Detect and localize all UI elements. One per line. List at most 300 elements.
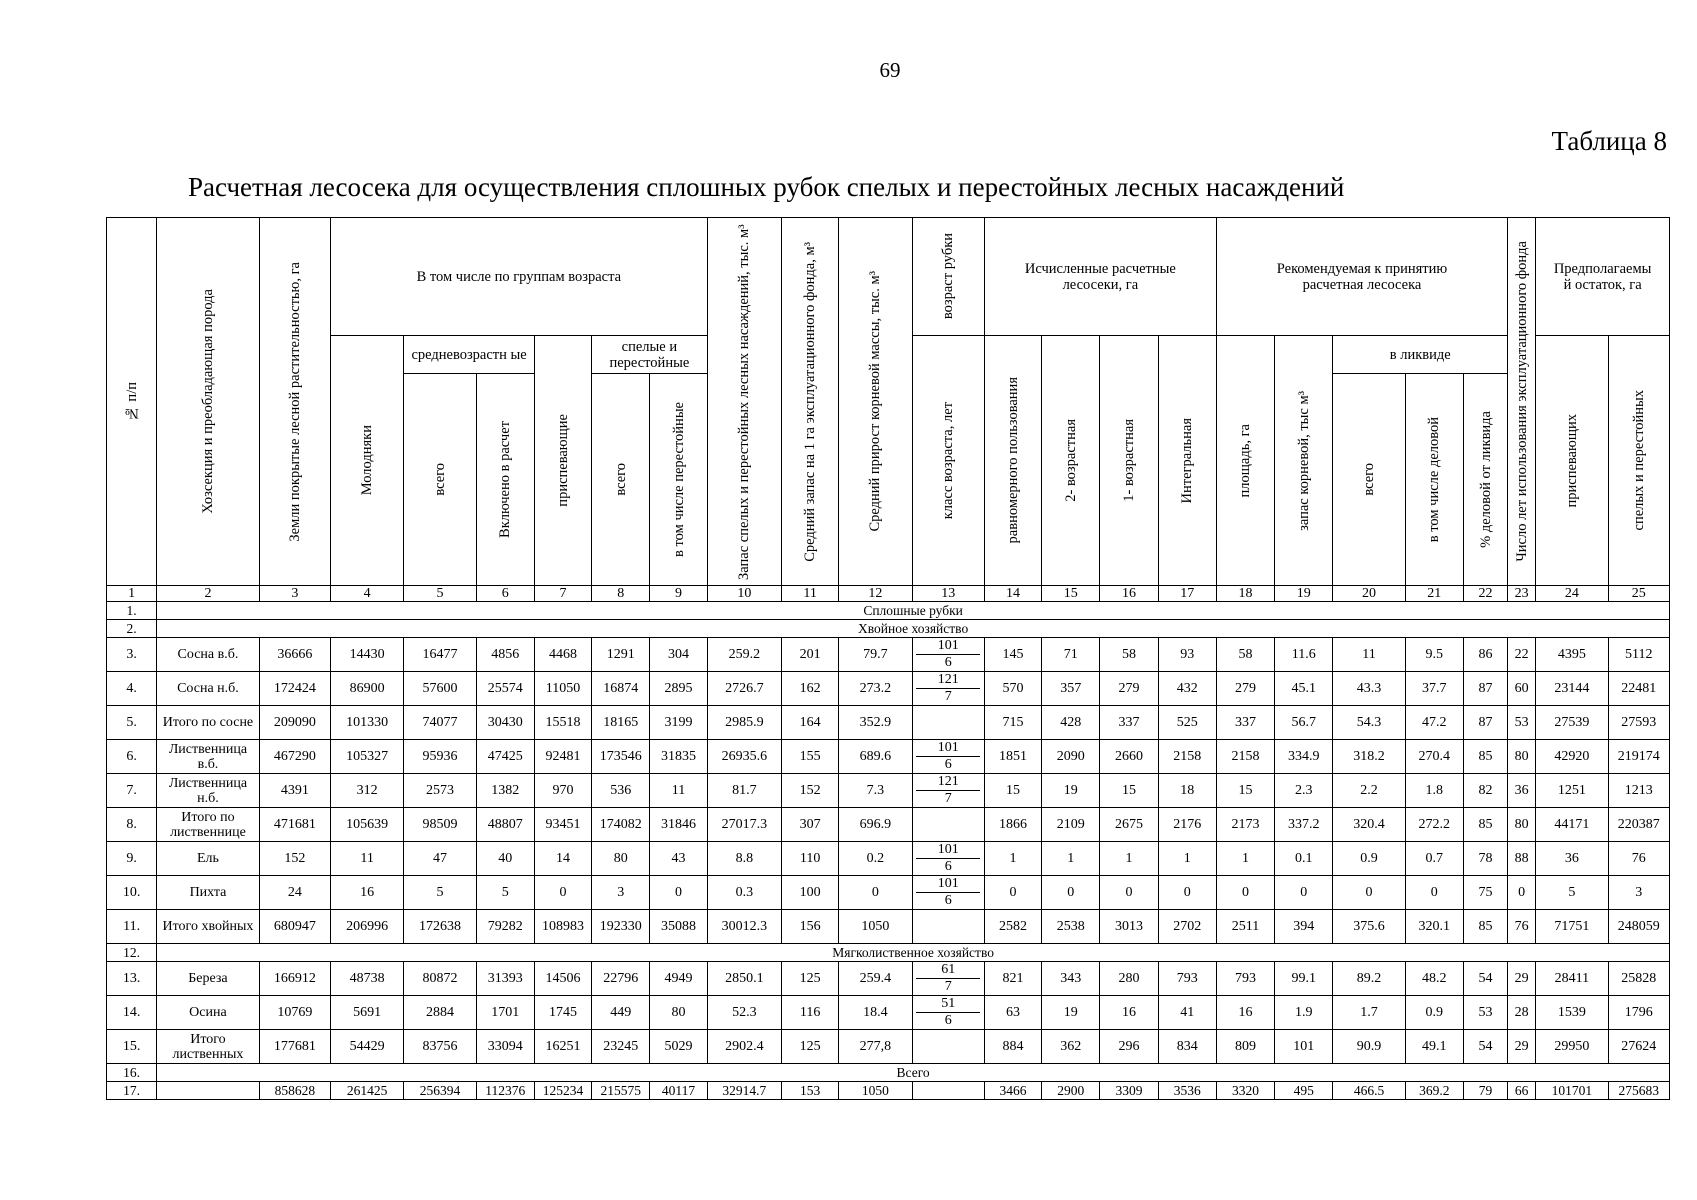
table-cell: 36666	[259, 638, 330, 672]
table-cell: 1	[1042, 842, 1100, 876]
header-avg-growth: Средний прирост корневой массы, тыс. м³	[839, 218, 912, 586]
table-cell: 0	[1158, 876, 1216, 910]
table-cell: 821	[984, 962, 1041, 996]
table-cell: 23245	[592, 1030, 650, 1064]
table-cell: 357	[1042, 672, 1100, 706]
table-cell: 33094	[476, 1030, 534, 1064]
table-cell: 83756	[404, 1030, 476, 1064]
age-class-value: 6	[944, 757, 952, 772]
table-cell: 2902.4	[707, 1030, 781, 1064]
section-row	[107, 602, 1670, 620]
header-avg-stock: Средний запас на 1 га эксплуатационного фонда, м³	[781, 218, 838, 586]
header-liquid: в ликвиде	[1333, 336, 1508, 374]
table-cell: 0.7	[1405, 842, 1463, 876]
column-number: 24	[1536, 586, 1608, 602]
table-cell: 27017.3	[707, 808, 781, 842]
table-cell: 71751	[1536, 910, 1608, 944]
table-cell: 36	[1508, 774, 1536, 808]
table-cell: 1	[984, 842, 1041, 876]
table-cell: 3	[1608, 876, 1669, 910]
species-name: Осина	[157, 996, 259, 1030]
table-cell: 970	[534, 774, 591, 808]
table-cell: 219174	[1608, 740, 1669, 774]
age-class-cell	[912, 672, 984, 706]
header-liquid-total: всего	[1333, 374, 1405, 586]
table-cell: 1539	[1536, 996, 1608, 1030]
table-cell: 101330	[330, 706, 403, 740]
table-cell: 0.9	[1333, 842, 1405, 876]
row-number: 1.	[107, 602, 157, 620]
table-row	[107, 876, 1670, 910]
table-cell: 99.1	[1275, 962, 1333, 996]
table-cell: 74077	[404, 706, 476, 740]
header-uniform: равномерного пользования	[984, 336, 1041, 586]
cut-age-value: 51	[916, 996, 980, 1013]
age-class-cell	[912, 962, 984, 996]
species-name: Ель	[157, 842, 259, 876]
table-cell: 16874	[592, 672, 650, 706]
table-cell: 2176	[1158, 808, 1216, 842]
table-cell: 0	[984, 876, 1041, 910]
column-number: 9	[650, 586, 707, 602]
table-row	[107, 962, 1670, 996]
table-cell: 272.2	[1405, 808, 1463, 842]
age-class-fraction	[913, 996, 984, 1029]
table-cell: 495	[1275, 1082, 1333, 1100]
species-name: Береза	[157, 962, 259, 996]
row-number: 12.	[107, 944, 157, 962]
table-cell: 270.4	[1405, 740, 1463, 774]
table-cell: 3466	[984, 1082, 1041, 1100]
header-area: площадь, га	[1216, 336, 1274, 586]
table-cell: 206996	[330, 910, 403, 944]
header-overmature: в том числе перестойные	[650, 374, 707, 586]
table-cell: 28411	[1536, 962, 1608, 996]
table-cell: 0	[1405, 876, 1463, 910]
table-cell: 5	[404, 876, 476, 910]
table-cell: 525	[1158, 706, 1216, 740]
table-cell: 25574	[476, 672, 534, 706]
table-cell: 1291	[592, 638, 650, 672]
cut-age-value: 101	[916, 876, 980, 893]
table-cell: 177681	[259, 1030, 330, 1064]
table-cell: 696.9	[839, 808, 912, 842]
table-cell: 1745	[534, 996, 591, 1030]
table-cell: 11	[650, 774, 707, 808]
table-cell: 172424	[259, 672, 330, 706]
table-cell: 76	[1508, 910, 1536, 944]
table-cell: 467290	[259, 740, 330, 774]
header-rem-premature: приспевающих	[1536, 336, 1608, 586]
header-business-pct: % деловой от ликвида	[1463, 374, 1507, 586]
table-cell: 22481	[1608, 672, 1669, 706]
table-cell: 82	[1463, 774, 1507, 808]
age-class-cell	[912, 876, 984, 910]
table-cell: 93	[1158, 638, 1216, 672]
species-name	[157, 1082, 259, 1100]
table-cell: 3536	[1158, 1082, 1216, 1100]
table-cell: 0	[1508, 876, 1536, 910]
table-row	[107, 672, 1670, 706]
column-number: 17	[1158, 586, 1216, 602]
header-forest-area: Земли покрытые лесной растительностью, га	[259, 218, 330, 586]
section-label: Всего	[157, 1064, 1670, 1082]
table-cell: 31835	[650, 740, 707, 774]
table-cell: 362	[1042, 1030, 1100, 1064]
table-cell: 98509	[404, 808, 476, 842]
age-class-fraction	[913, 962, 984, 995]
species-name: Итого лиственных	[157, 1030, 259, 1064]
table-cell: 44171	[1536, 808, 1608, 842]
table-cell: 89.2	[1333, 962, 1405, 996]
header-root-stock: запас корневой, тыс м³	[1275, 336, 1333, 586]
header-calc-cut: Исчисленные расчетные лесосеки, га	[984, 218, 1216, 336]
section-label: Мягколиственное хозяйство	[157, 944, 1670, 962]
species-name: Итого по сосне	[157, 706, 259, 740]
table-cell: 1701	[476, 996, 534, 1030]
table-cell: 95936	[404, 740, 476, 774]
row-number: 15.	[107, 1030, 157, 1064]
table-cell: 2660	[1100, 740, 1158, 774]
table-cell: 1.8	[1405, 774, 1463, 808]
table-cell: 10769	[259, 996, 330, 1030]
table-cell: 79	[1463, 1082, 1507, 1100]
table-cell: 76	[1608, 842, 1669, 876]
table-cell: 172638	[404, 910, 476, 944]
table-cell: 28	[1508, 996, 1536, 1030]
table-cell: 37.7	[1405, 672, 1463, 706]
table-cell: 259.2	[707, 638, 781, 672]
header-one-age: 1- возрастная	[1100, 336, 1158, 586]
row-number: 2.	[107, 620, 157, 638]
column-number: 5	[404, 586, 476, 602]
column-number: 25	[1608, 586, 1669, 602]
table-cell: 32914.7	[707, 1082, 781, 1100]
table-cell: 166912	[259, 962, 330, 996]
table-cell: 1	[1216, 842, 1274, 876]
age-class-fraction	[913, 842, 984, 875]
table-cell: 87	[1463, 672, 1507, 706]
age-class-value: 6	[944, 893, 952, 908]
table-cell: 0.3	[707, 876, 781, 910]
table-cell: 2511	[1216, 910, 1274, 944]
table-cell: 27624	[1608, 1030, 1669, 1064]
table-cell: 277,8	[839, 1030, 912, 1064]
table-cell: 15	[1216, 774, 1274, 808]
column-number: 21	[1405, 586, 1463, 602]
table-cell: 58	[1100, 638, 1158, 672]
table-cell: 156	[781, 910, 838, 944]
table-cell: 54	[1463, 962, 1507, 996]
table-cell: 2090	[1042, 740, 1100, 774]
section-row	[107, 1064, 1670, 1082]
table-cell: 304	[650, 638, 707, 672]
table-cell: 57600	[404, 672, 476, 706]
table-cell: 54429	[330, 1030, 403, 1064]
table-cell: 2573	[404, 774, 476, 808]
header-remainder: Предполагаемы й остаток, га	[1536, 218, 1670, 336]
table-cell: 152	[781, 774, 838, 808]
table-cell: 22796	[592, 962, 650, 996]
species-name: Итого по лиственнице	[157, 808, 259, 842]
column-number: 8	[592, 586, 650, 602]
table-cell: 0	[839, 876, 912, 910]
table-cell: 63	[984, 996, 1041, 1030]
table-cell: 110	[781, 842, 838, 876]
column-number: 6	[476, 586, 534, 602]
table-cell: 0.9	[1405, 996, 1463, 1030]
table-cell: 24	[259, 876, 330, 910]
table-row	[107, 808, 1670, 842]
age-class-cell	[912, 638, 984, 672]
row-number: 10.	[107, 876, 157, 910]
table-cell: 92481	[534, 740, 591, 774]
table-row	[107, 638, 1670, 672]
table-cell: 85	[1463, 910, 1507, 944]
age-class-fraction	[913, 774, 984, 807]
table-cell: 105327	[330, 740, 403, 774]
column-number-row	[107, 586, 1670, 602]
header-stock: Запас спелых и перестойных лесных насаждений, тыс. м³	[707, 218, 781, 586]
table-cell: 47425	[476, 740, 534, 774]
table-cell: 296	[1100, 1030, 1158, 1064]
table-cell: 261425	[330, 1082, 403, 1100]
row-number: 8.	[107, 808, 157, 842]
table-cell: 100	[781, 876, 838, 910]
section-label: Сплошные рубки	[157, 602, 1670, 620]
table-cell: 41	[1158, 996, 1216, 1030]
table-cell: 449	[592, 996, 650, 1030]
table-cell: 280	[1100, 962, 1158, 996]
cut-age-value: 101	[916, 740, 980, 757]
table-cell: 85	[1463, 740, 1507, 774]
table-cell: 105639	[330, 808, 403, 842]
table-cell: 45.1	[1275, 672, 1333, 706]
table-cell: 3309	[1100, 1082, 1158, 1100]
table-body	[107, 586, 1670, 1100]
table-cell: 80	[650, 996, 707, 1030]
column-number: 11	[781, 586, 838, 602]
section-label: Хвойное хозяйство	[157, 620, 1670, 638]
table-cell: 834	[1158, 1030, 1216, 1064]
table-cell: 220387	[1608, 808, 1669, 842]
header-mature-total: всего	[592, 374, 650, 586]
table-cell: 54	[1463, 1030, 1507, 1064]
table-cell: 93451	[534, 808, 591, 842]
table-cell: 42920	[1536, 740, 1608, 774]
table-cell: 809	[1216, 1030, 1274, 1064]
table-cell: 0.1	[1275, 842, 1333, 876]
table-cell: 312	[330, 774, 403, 808]
age-class-cell	[912, 706, 984, 740]
table-cell: 1213	[1608, 774, 1669, 808]
table-cell: 248059	[1608, 910, 1669, 944]
table-cell: 16	[330, 876, 403, 910]
table-cell: 0.2	[839, 842, 912, 876]
table-cell: 2.3	[1275, 774, 1333, 808]
header-num: № п/п	[107, 218, 157, 586]
table-cell: 90.9	[1333, 1030, 1405, 1064]
table-cell: 40117	[650, 1082, 707, 1100]
table-cell: 79.7	[839, 638, 912, 672]
table-cell: 536	[592, 774, 650, 808]
column-number: 2	[157, 586, 259, 602]
table-cell: 334.9	[1275, 740, 1333, 774]
table-cell: 3320	[1216, 1082, 1274, 1100]
table-cell: 2702	[1158, 910, 1216, 944]
table-cell: 101	[1275, 1030, 1333, 1064]
table-cell: 428	[1042, 706, 1100, 740]
age-class-value: 7	[944, 689, 952, 704]
table-cell: 0	[1100, 876, 1158, 910]
column-number: 3	[259, 586, 330, 602]
table-cell: 2173	[1216, 808, 1274, 842]
table-cell: 173546	[592, 740, 650, 774]
table-cell: 23144	[1536, 672, 1608, 706]
row-number: 11.	[107, 910, 157, 944]
table-cell: 2850.1	[707, 962, 781, 996]
table-cell: 35088	[650, 910, 707, 944]
table-cell: 18165	[592, 706, 650, 740]
header-premature: приспевающие	[534, 336, 591, 586]
table-cell: 14	[534, 842, 591, 876]
age-class-value: 6	[944, 655, 952, 670]
table-cell: 174082	[592, 808, 650, 842]
age-class-fraction	[913, 672, 984, 705]
table-cell: 1.9	[1275, 996, 1333, 1030]
header-section: Хозсекция и преобладающая порода	[157, 218, 259, 586]
table-row	[107, 1082, 1670, 1100]
table-cell: 19	[1042, 774, 1100, 808]
table-cell: 36	[1536, 842, 1608, 876]
table-cell: 320.1	[1405, 910, 1463, 944]
table-cell: 343	[1042, 962, 1100, 996]
table-cell: 80	[592, 842, 650, 876]
table-row	[107, 910, 1670, 944]
table-cell: 48738	[330, 962, 403, 996]
table-cell: 3199	[650, 706, 707, 740]
table-cell: 793	[1158, 962, 1216, 996]
table-cell: 1050	[839, 1082, 912, 1100]
table-cell: 101701	[1536, 1082, 1608, 1100]
table-cell: 125234	[534, 1082, 591, 1100]
header-rem-mature: спелых и перестойных	[1608, 336, 1669, 586]
table-cell: 858628	[259, 1082, 330, 1100]
header-middle-total: всего	[404, 374, 476, 586]
table-cell: 125	[781, 1030, 838, 1064]
table-cell: 40	[476, 842, 534, 876]
table-cell: 1851	[984, 740, 1041, 774]
table-cell: 16	[1216, 996, 1274, 1030]
table-cell: 2895	[650, 672, 707, 706]
table-cell: 3	[592, 876, 650, 910]
table-cell: 352.9	[839, 706, 912, 740]
table-cell: 4949	[650, 962, 707, 996]
section-row	[107, 620, 1670, 638]
table-cell: 1.7	[1333, 996, 1405, 1030]
age-class-value: 6	[944, 1013, 952, 1028]
table-cell: 1382	[476, 774, 534, 808]
section-row	[107, 944, 1670, 962]
table-cell: 273.2	[839, 672, 912, 706]
table-label: Таблица 8	[1551, 126, 1667, 156]
species-name: Сосна в.б.	[157, 638, 259, 672]
header-mature: спелые и перестойные	[592, 336, 708, 374]
table-cell: 8.8	[707, 842, 781, 876]
table-cell: 79282	[476, 910, 534, 944]
column-number: 16	[1100, 586, 1158, 602]
header-middle: средневозрастн ые	[404, 336, 535, 374]
table-cell: 337	[1216, 706, 1274, 740]
table-cell: 432	[1158, 672, 1216, 706]
table-row	[107, 774, 1670, 808]
table-cell: 2158	[1216, 740, 1274, 774]
table-row	[107, 996, 1670, 1030]
table-cell: 4395	[1536, 638, 1608, 672]
table-cell: 22	[1508, 638, 1536, 672]
age-class-value: 6	[944, 859, 952, 874]
row-number: 5.	[107, 706, 157, 740]
table-cell: 48807	[476, 808, 534, 842]
table-cell: 80872	[404, 962, 476, 996]
table-cell: 1	[1158, 842, 1216, 876]
cut-age-value: 121	[916, 672, 980, 689]
age-class-fraction	[913, 638, 984, 671]
header-integral: Интегральная	[1158, 336, 1216, 586]
table-cell: 466.5	[1333, 1082, 1405, 1100]
header-young: Молодняки	[330, 336, 403, 586]
table-cell: 256394	[404, 1082, 476, 1100]
age-class-cell	[912, 740, 984, 774]
table-cell: 318.2	[1333, 740, 1405, 774]
table-cell: 279	[1100, 672, 1158, 706]
table-cell: 11.6	[1275, 638, 1333, 672]
age-class-cell	[912, 774, 984, 808]
table-cell: 375.6	[1333, 910, 1405, 944]
table-cell: 201	[781, 638, 838, 672]
table-cell: 164	[781, 706, 838, 740]
table-cell: 162	[781, 672, 838, 706]
column-number: 12	[839, 586, 912, 602]
table-cell: 31393	[476, 962, 534, 996]
table-cell: 53	[1463, 996, 1507, 1030]
column-number: 1	[107, 586, 157, 602]
table-cell: 0	[534, 876, 591, 910]
table-cell: 14506	[534, 962, 591, 996]
table-cell: 26935.6	[707, 740, 781, 774]
table-cell: 56.7	[1275, 706, 1333, 740]
table-cell: 192330	[592, 910, 650, 944]
table-cell: 2675	[1100, 808, 1158, 842]
table-cell: 112376	[476, 1082, 534, 1100]
table-cell: 259.4	[839, 962, 912, 996]
table-cell: 116	[781, 996, 838, 1030]
table-cell: 9.5	[1405, 638, 1463, 672]
column-number: 7	[534, 586, 591, 602]
table-cell: 307	[781, 808, 838, 842]
table-cell: 5691	[330, 996, 403, 1030]
table-cell: 394	[1275, 910, 1333, 944]
cut-age-value: 101	[916, 638, 980, 655]
table-cell: 87	[1463, 706, 1507, 740]
table-cell: 66	[1508, 1082, 1536, 1100]
row-number: 7.	[107, 774, 157, 808]
table-cell: 0	[650, 876, 707, 910]
table-cell: 48.2	[1405, 962, 1463, 996]
column-number: 15	[1042, 586, 1100, 602]
table-cell: 5029	[650, 1030, 707, 1064]
table-cell: 15518	[534, 706, 591, 740]
